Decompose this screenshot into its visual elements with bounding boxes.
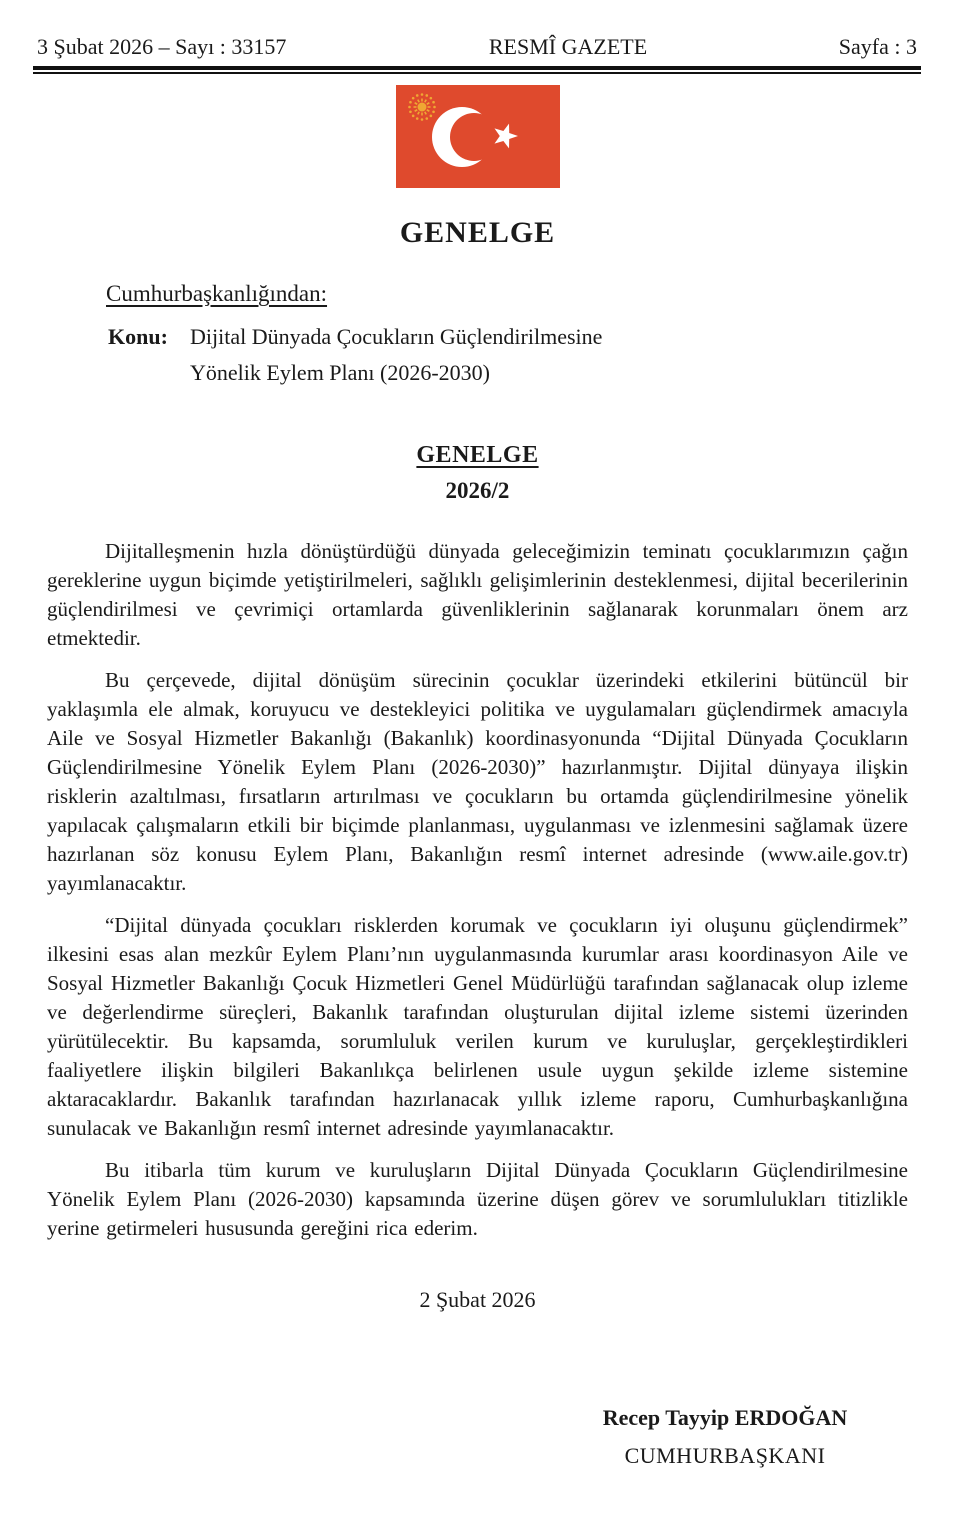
issuing-authority: Cumhurbaşkanlığından: bbox=[106, 281, 328, 306]
paragraph-2: Bu çerçevede, dijital dönüşüm sürecinin çocuklar üzerindeki etkilerini bütüncül bir yaklaşımla ele almak, koruyucu ve destekleyici politika ve uygulamaları güçlendirmek amacıyla Aile ve Sosyal Hizmetler Bakanlığı (Bakanlık) koordinasyonunda “Dijital Dünyada Çocukların Güçlendirilmesine Yönelik Eylem Planı (2026-2030)” hazırlanmıştır. Dijital dünyaya ilişkin risklerin azaltılması, fırsatların artırılması ve çocukların bu ortamda güçlendirilmesine yönelik yapılacak çalışmaların etkili bir biçimde planlanması, uygulanması ve izlenmesini sağlamak üzere hazırlanan söz konusu Eylem Planı, Bakanlığın resmî internet adresinde (www.aile.gov.tr) yayımlanacaktır. bbox=[47, 668, 908, 895]
subject-line2: Yönelik Eylem Planı (2026-2030) bbox=[190, 360, 491, 385]
document-date: 2 Şubat 2026 bbox=[419, 1287, 536, 1312]
document-body bbox=[47, 215, 908, 1471]
subject-block bbox=[108, 319, 908, 391]
signature-block bbox=[560, 1403, 890, 1471]
paragraph-3: “Dijital dünyada çocukları risklerden korumak ve çocukların iyi oluşunu güçlendirmek” ilkesini esas alan mezkûr Eylem Planı’nın uygulanmasında kurumlar arası koordinasyon Aile ve Sosyal Hizmetler Bakanlığı Çocuk Hizmetleri Genel Müdürlüğü tarafından sağlanacak olup izleme ve değerlendirme süreçleri, Bakanlık tarafından oluşturulan dijital izleme sistemi üzerinden yürütülecektir. Bu kapsamda, sorumluluk verilen kurum ve kuruluşlar, gerçekleştirdikleri faaliyetlere ilişkin bilgileri Bakanlıkça belirlenen usule uygun şekilde izleme sistemine aktaracaklardır. Bakanlık tarafından hazırlanacak yıllık izleme raporu, Cumhurbaşkanlığına sunulacak ve Bakanlığın resmî internet adresinde yayımlanacaktır. bbox=[47, 913, 908, 1140]
circular-text bbox=[47, 537, 908, 1243]
signatory-name: Recep Tayyip ERDOĞAN bbox=[602, 1405, 848, 1430]
subject-line1: Dijital Dünyada Çocukların Güçlendirilmesine bbox=[190, 324, 603, 349]
header-divider bbox=[33, 66, 921, 74]
circular-number: 2026/2 bbox=[445, 478, 510, 503]
header-divider-thin-line bbox=[33, 72, 921, 74]
header-date-issue: 3 Şubat 2026 – Sayı : 33157 bbox=[37, 34, 287, 59]
circular-heading: GENELGE bbox=[416, 442, 539, 468]
header-page-number: Sayfa : 3 bbox=[838, 34, 917, 59]
paragraph-1: Dijitalleşmenin hızla dönüştürdüğü dünyada geleceğimizin teminatı çocuklarımızın çağın gereklerine uygun biçimde yetiştirilmeleri, sağlıklı gelişimlerinin desteklenmesi, dijital becerilerinin güçlendirilmesi ve çevrimiçi ortamlarda güvenliklerinin sağlanarak korunmaları önem arz etmektedir. bbox=[47, 539, 908, 650]
page-header bbox=[0, 34, 954, 62]
header-gazette-title: RESMÎ GAZETE bbox=[488, 34, 648, 59]
paragraph-4: Bu itibarla tüm kurum ve kuruluşların Dijital Dünyada Çocukların Güçlendirilmesine Yönelik Eylem Planı (2026-2030) kapsamında üzerine düşen görev ve sorumlulukları titizlikle yerine getirmeleri hususunda gereğini rica ederim. bbox=[47, 1158, 908, 1240]
turkish-flag bbox=[396, 85, 560, 188]
signatory-title: CUMHURBAŞKANI bbox=[624, 1443, 826, 1468]
document-title: GENELGE bbox=[399, 216, 556, 249]
turkish-flag-icon bbox=[396, 85, 560, 188]
subject-label: Konu: bbox=[108, 324, 168, 349]
